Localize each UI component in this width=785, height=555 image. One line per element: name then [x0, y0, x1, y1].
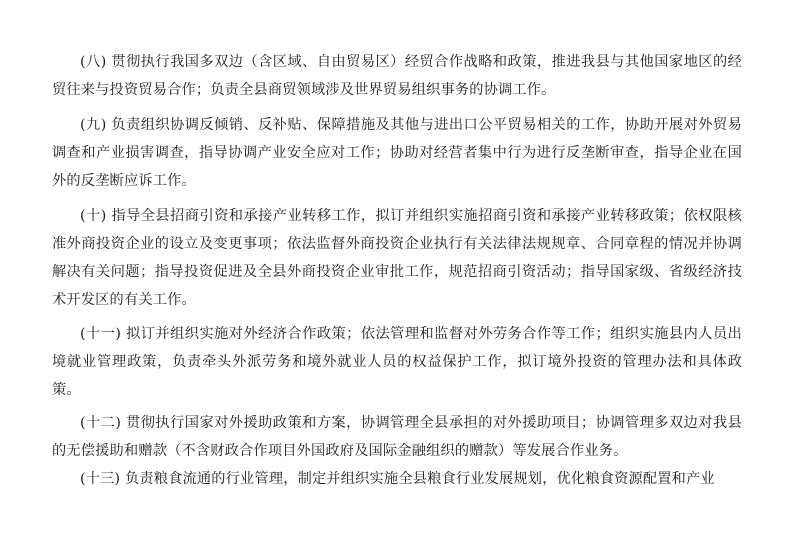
- paragraph-12: (十二) 贯彻执行国家对外援助政策和方案，协调管理全县承担的对外援助项目；协调管理多双边对我县的无偿援助和赠款（不含财政合作项目外国政府及国际金融组织的赠款）等发展合作业务。: [52, 415, 742, 459]
- paragraph-8: (八) 贯彻执行我国多双边（含区域、自由贸易区）经贸合作战略和政策，推进我县与其他国家地区的经贸往来与投资贸易合作；负责全县商贸领域涉及世界贸易组织事务的协调工作。: [52, 54, 742, 98]
- paragraph-11: (十一) 拟订并组织实施对外经济合作政策；依法管理和监督对外劳务合作等工作；组织实施县内人员出境就业管理政策，负责牵头外派劳务和境外就业人员的权益保护工作，拟订境外投资的管理办法和具体政策。: [52, 326, 742, 398]
- paragraph-13: (十三) 负责粮食流通的行业管理，制定并组织实施全县粮食行业发展规划，优化粮食资源配置和产业: [80, 471, 715, 487]
- paragraph-9: (九) 负责组织协调反倾销、反补贴、保障措施及其他与进出口公平贸易相关的工作，协助开展对外贸易调查和产业损害调查，指导协调产业安全应对工作；协助对经营者集中行为进行反垄断审查，指导企业在国外的反垄断应诉工作。: [52, 117, 742, 189]
- paragraph-10: (十) 指导全县招商引资和承接产业转移工作，拟订并组织实施招商引资和承接产业转移政策；依权限核准外商投资企业的设立及变更事项；依法监督外商投资企业执行有关法律法规规章、合同章程的情况并协调解决有关问题；指导投资促进及全县外商投资企业审批工作，规范招商引资活动；指导国家级、省级经济技术开发区的有关工作。: [52, 208, 742, 308]
